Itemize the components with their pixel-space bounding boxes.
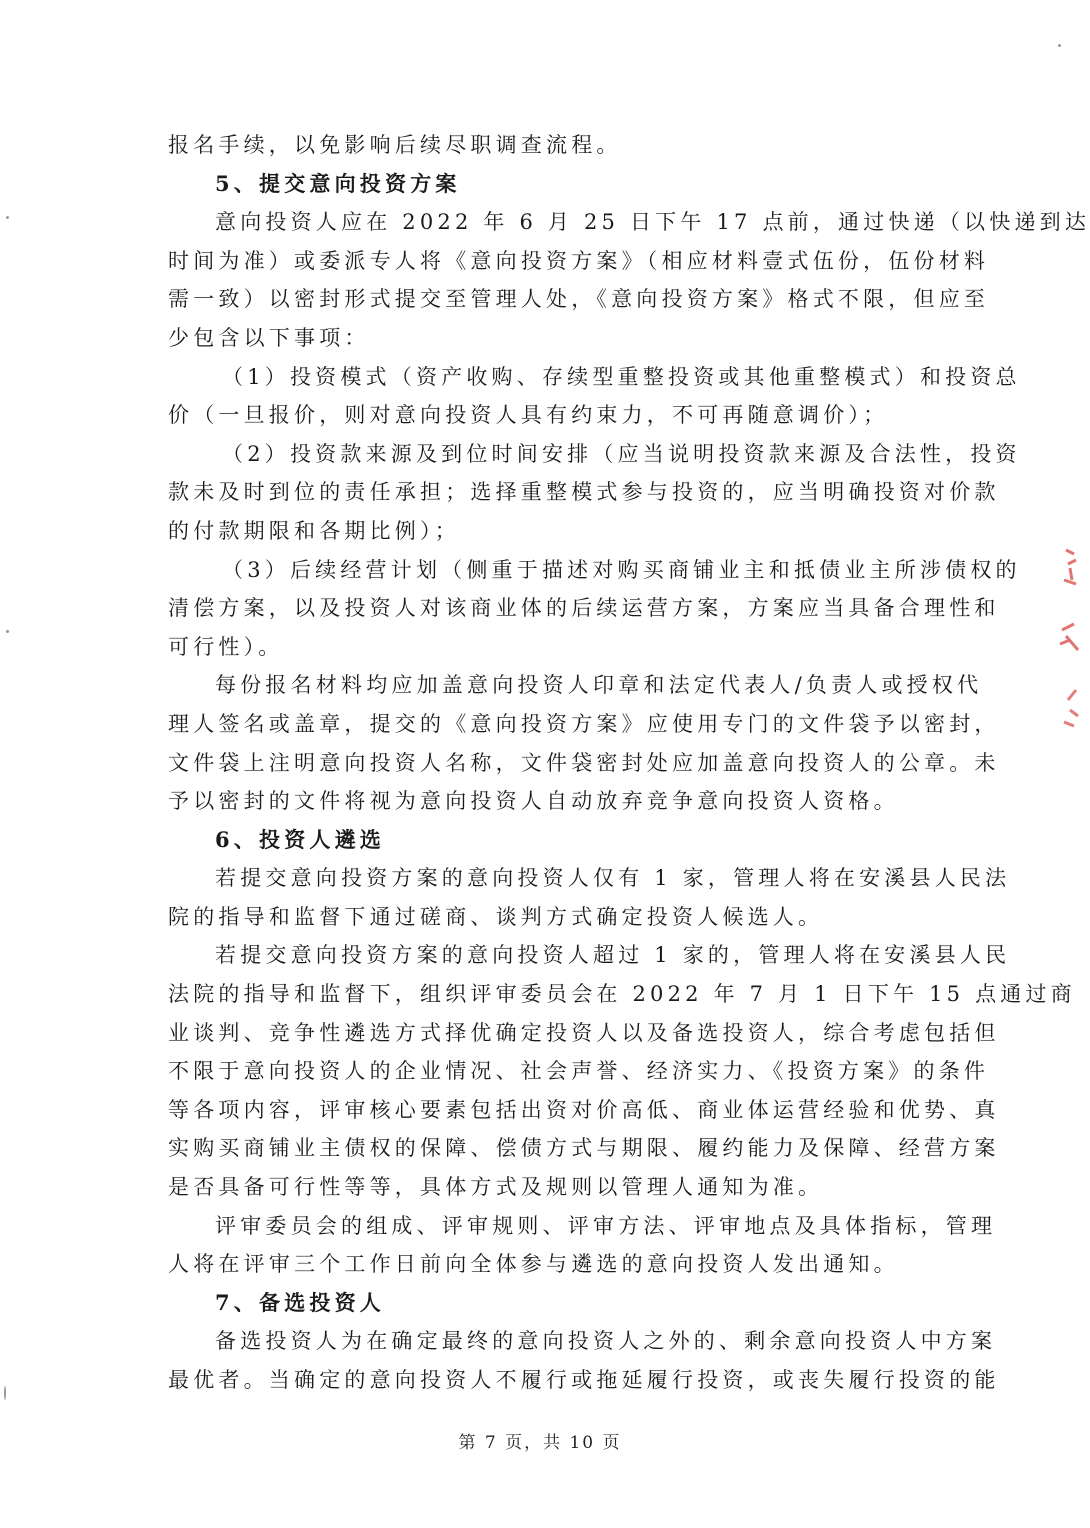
- text-line: 予以密封的文件将视为意向投资人自动放弃竞争意向投资人资格。: [168, 789, 899, 814]
- text-line: 文件袋上注明意向投资人名称，文件袋密封处应加盖意向投资人的公章。未: [168, 750, 1000, 775]
- document-body: [168, 126, 1090, 1400]
- section-heading: 5、提交意向投资方案: [215, 170, 461, 196]
- text-line: 若提交意向投资方案的意向投资人仅有 1 家，管理人将在安溪县人民法: [215, 866, 1011, 891]
- scan-speck: [6, 216, 9, 219]
- text-line: 报名手续，以免影响后续尽职调查流程。: [168, 133, 622, 157]
- text-line: 业谈判、竞争性遴选方式择优确定投资人以及备选投资人，综合考虑包括但: [168, 1020, 1000, 1045]
- section-heading: 6、投资人遴选: [215, 826, 386, 852]
- text-line: （3）后续经营计划（侧重于描述对购买商铺业主和抵债业主所涉债权的: [222, 557, 1021, 582]
- text-line: 每份报名材料均应加盖意向投资人印章和法定代表人/负责人或授权代: [215, 673, 983, 698]
- text-line: 若提交意向投资方案的意向投资人超过 1 家的，管理人将在安溪县人民: [215, 943, 1011, 968]
- text-line: 清偿方案，以及投资人对该商业体的后续运营方案，方案应当具备合理性和: [168, 596, 1000, 621]
- text-line: 不限于意向投资人的企业情况、社会声誉、经济实力、《投资方案》的条件: [168, 1059, 990, 1084]
- text-line: 理人签名或盖章，提交的《意向投资方案》应使用专门的文件袋予以密封，: [168, 711, 1000, 736]
- text-line: 可行性）。: [168, 634, 284, 659]
- page-number: 第 7 页，共 10 页: [458, 1433, 622, 1453]
- text-line: 评审委员会的组成、评审规则、评审方法、评审地点及具体指标，管理: [215, 1213, 997, 1238]
- text-line: 最优者。当确定的意向投资人不履行或拖延履行投资，或丧失履行投资的能: [168, 1368, 1000, 1392]
- text-line: 款未及时到位的责任承担；选择重整模式参与投资的，应当明确投资对价款: [168, 480, 1000, 505]
- text-line: 是否具备可行性等等，具体方式及规则以管理人通知为准。: [168, 1175, 824, 1200]
- text-line: 等各项内容，评审核心要素包括出资对价高低、商业体运营经验和优势、真: [168, 1097, 1000, 1122]
- text-line: 时间为准）或委派专人将《意向投资方案》（相应材料壹式伍份，伍份材料: [168, 248, 990, 273]
- text-line: 需一致）以密封形式提交至管理人处，《意向投资方案》格式不限，但应至: [168, 287, 990, 312]
- text-line: 人将在评审三个工作日前向全体参与遴选的意向投资人发出通知。: [168, 1252, 899, 1277]
- scan-speck: [6, 630, 9, 633]
- scan-speck: [1058, 44, 1061, 47]
- text-line: 实购买商铺业主债权的保障、偿债方式与期限、履约能力及保障、经营方案: [168, 1136, 1000, 1161]
- text-line: 备选投资人为在确定最终的意向投资人之外的、剩余意向投资人中方案: [215, 1329, 997, 1354]
- text-line: （1）投资模式（资产收购、存续型重整投资或其他重整模式）和投资总: [222, 364, 1021, 389]
- section-heading: 7、备选投资人: [215, 1289, 386, 1315]
- text-line: 意向投资人应在 2022 年 6 月 25 日下午 17 点前，通过快递（以快递到达: [215, 210, 1090, 235]
- text-line: 价（一旦报价，则对意向投资人具有约束力，不可再随意调价）；: [168, 403, 889, 428]
- text-line: 的付款期限和各期比例）；: [168, 518, 460, 543]
- text-line: 法院的指导和监督下，组织评审委员会在 2022 年 7 月 1 日下午 15 点通过商: [168, 982, 1076, 1007]
- scan-speck: [4, 1386, 6, 1400]
- text-line: 少包含以下事项：: [168, 325, 370, 350]
- text-line: 院的指导和监督下通过磋商、谈判方式确定投资人候选人。: [168, 904, 824, 929]
- text-line: （2）投资款来源及到位时间安排（应当说明投资款来源及合法性，投资: [222, 441, 1021, 466]
- seal-stamp-remnant: [1046, 540, 1080, 740]
